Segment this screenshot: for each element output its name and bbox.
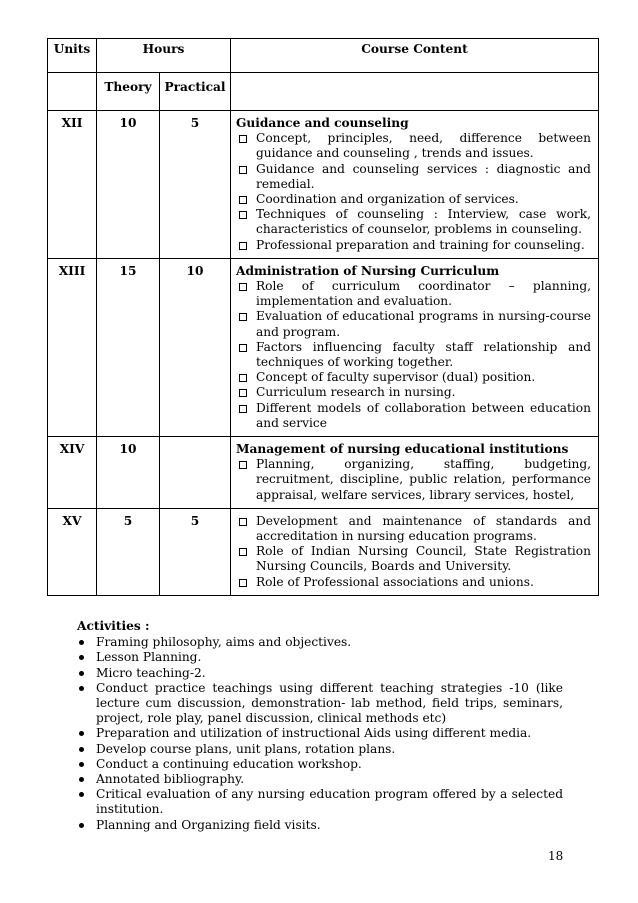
- header-units: Units: [48, 39, 97, 73]
- table-row: [48, 111, 599, 259]
- theory-hours: 10: [97, 111, 160, 259]
- list-item: Lesson Planning.: [77, 650, 563, 665]
- theory-hours: 15: [97, 258, 160, 436]
- checkbox-bullet-icon: [239, 135, 247, 143]
- checkbox-bullet-icon: [239, 461, 247, 469]
- course-content: [231, 437, 599, 509]
- list-item: Professional preparation and training for counseling.: [236, 238, 591, 253]
- unit-title: Management of nursing educational institutions: [236, 442, 569, 457]
- list-item: Concept, principles, need, difference between guidance and counseling , trends and issues.: [236, 131, 591, 161]
- practical-hours: 5: [160, 508, 231, 595]
- bullet-dot-icon: [79, 777, 84, 782]
- content-list: [236, 131, 591, 253]
- bullet-dot-icon: [79, 823, 84, 828]
- bullet-dot-icon: [79, 655, 84, 660]
- checkbox-bullet-icon: [239, 405, 247, 413]
- bullet-dot-icon: [79, 640, 84, 645]
- checkbox-bullet-icon: [239, 313, 247, 321]
- list-item: Guidance and counseling services : diagnostic and remedial.: [236, 162, 591, 192]
- course-content: [231, 508, 599, 595]
- list-item: Techniques of counseling : Interview, case work, characteristics of counselor, problems in counseling.: [236, 207, 591, 237]
- list-item: Evaluation of educational programs in nursing-course and program.: [236, 309, 591, 339]
- list-item: Development and maintenance of standards and accreditation in nursing education programs.: [236, 514, 591, 544]
- header-theory: Theory: [97, 73, 160, 111]
- list-item: Curriculum research in nursing.: [236, 385, 591, 400]
- unit-number: XV: [48, 508, 97, 595]
- list-item: Framing philosophy, aims and objectives.: [77, 635, 563, 650]
- list-item: Conduct practice teachings using different teaching strategies -10 (like lecture cum discussion, demonstration- lab method, field trips, seminars, project, role play, panel discussion, clinical methods etc): [77, 681, 563, 727]
- list-item: Concept of faculty supervisor (dual) position.: [236, 370, 591, 385]
- bullet-dot-icon: [79, 671, 84, 676]
- list-item: Role of Indian Nursing Council, State Registration Nursing Councils, Boards and University.: [236, 544, 591, 574]
- theory-hours: 10: [97, 437, 160, 509]
- list-item: Develop course plans, unit plans, rotation plans.: [77, 742, 563, 757]
- checkbox-bullet-icon: [239, 374, 247, 382]
- unit-number: XIII: [48, 258, 97, 436]
- list-item: Preparation and utilization of instructional Aids using different media.: [77, 726, 563, 741]
- list-item: Role of curriculum coordinator – planning, implementation and evaluation.: [236, 279, 591, 309]
- course-content: [231, 258, 599, 436]
- bullet-dot-icon: [79, 747, 84, 752]
- theory-hours: 5: [97, 508, 160, 595]
- list-item: Annotated bibliography.: [77, 772, 563, 787]
- table-header-row: [48, 39, 599, 73]
- practical-hours: [160, 437, 231, 509]
- unit-title: Guidance and counseling: [236, 116, 409, 130]
- empty-cell: [231, 73, 599, 111]
- activities-list: [77, 635, 563, 833]
- list-item: Coordination and organization of services.: [236, 192, 591, 207]
- list-item: Planning, organizing, staffing, budgeting, recruitment, discipline, public relation, performance appraisal, welfare services, library services, hostel,: [236, 457, 591, 503]
- checkbox-bullet-icon: [239, 518, 247, 526]
- unit-number: XIV: [48, 437, 97, 509]
- bullet-dot-icon: [79, 792, 84, 797]
- header-practical: Practical: [160, 73, 231, 111]
- list-item: Planning and Organizing field visits.: [77, 818, 563, 833]
- course-content: [231, 111, 599, 259]
- bullet-dot-icon: [79, 686, 84, 691]
- checkbox-bullet-icon: [239, 283, 247, 291]
- content-list: [236, 279, 591, 431]
- list-item: Critical evaluation of any nursing education program offered by a selected institution.: [77, 787, 563, 817]
- table-subheader-row: [48, 73, 599, 111]
- checkbox-bullet-icon: [239, 344, 247, 352]
- content-list: [236, 457, 591, 503]
- checkbox-bullet-icon: [239, 548, 247, 556]
- syllabus-table: [47, 38, 599, 596]
- list-item: Conduct a continuing education workshop.: [77, 757, 563, 772]
- bullet-dot-icon: [79, 731, 84, 736]
- table-row: [48, 258, 599, 436]
- list-item: Role of Professional associations and unions.: [236, 575, 591, 590]
- checkbox-bullet-icon: [239, 579, 247, 587]
- unit-title: Administration of Nursing Curriculum: [236, 263, 500, 278]
- page-number: 18: [548, 849, 564, 863]
- checkbox-bullet-icon: [239, 389, 247, 397]
- unit-number: XII: [48, 111, 97, 259]
- checkbox-bullet-icon: [239, 211, 247, 219]
- checkbox-bullet-icon: [239, 242, 247, 250]
- checkbox-bullet-icon: [239, 166, 247, 174]
- bullet-dot-icon: [79, 762, 84, 767]
- activities-section: [77, 619, 563, 833]
- table-row: [48, 437, 599, 509]
- header-hours: Hours: [97, 39, 231, 73]
- header-course-content: Course Content: [231, 39, 599, 73]
- practical-hours: 10: [160, 258, 231, 436]
- list-item: Micro teaching-2.: [77, 666, 563, 681]
- list-item: Factors influencing faculty staff relationship and techniques of working together.: [236, 340, 591, 370]
- practical-hours: 5: [160, 111, 231, 259]
- content-list: [236, 514, 591, 590]
- list-item: Different models of collaboration between education and service: [236, 401, 591, 431]
- table-row: [48, 508, 599, 595]
- checkbox-bullet-icon: [239, 196, 247, 204]
- activities-title: Activities :: [77, 619, 150, 633]
- empty-cell: [48, 73, 97, 111]
